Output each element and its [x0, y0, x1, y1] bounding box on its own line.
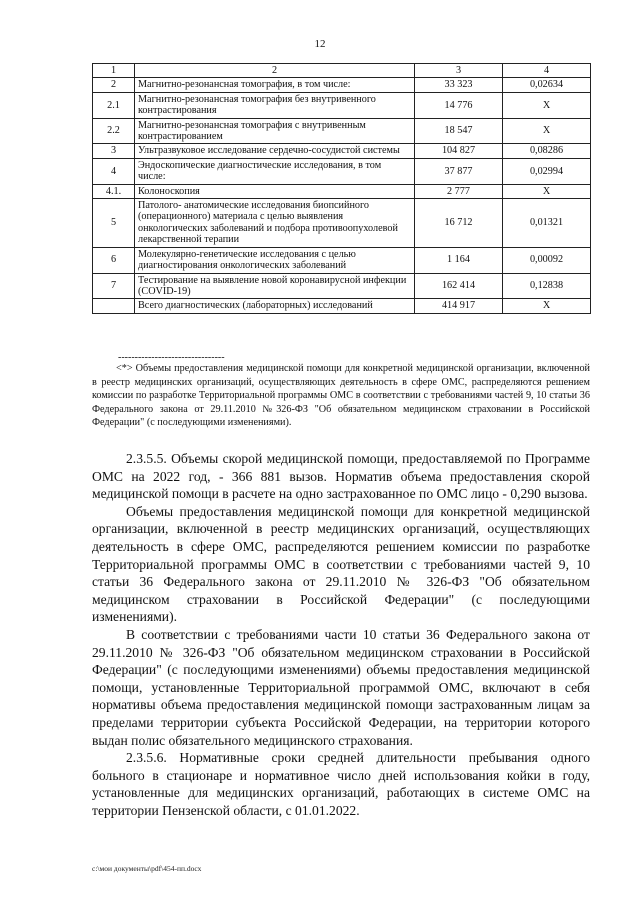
row-norm: 0,02634 [503, 78, 591, 92]
paragraph: 2.3.5.5. Объемы скорой медицинской помощи, предоставляемой по Программе ОМС на 2022 год, - 366 881 вызов. Норматив объема предоставления скорой медицинской помощи в расчете на одно застрахованное по ОМС лицо - 0,290 вызова. [92, 451, 590, 502]
row-label: Всего диагностических (лабораторных) исследований [135, 299, 415, 313]
row-number: 2.2 [93, 118, 135, 144]
table-row [93, 273, 591, 299]
table-row [93, 118, 591, 144]
row-label: Молекулярно-генетические исследования с целью диагностирования онкологических заболеваний [135, 247, 415, 273]
footnote-text: <*> Объемы предоставления медицинской помощи для конкретной медицинской организации, включенной в реестр медицинских организаций, осуществляющих деятельность в сфере ОМС, распределяются решением комиссии по разработке Территориальной программы ОМС в соответствии с требованиями частей 9, 10 статьи 36 Федерального закона от 29.11.2010 №326-ФЗ "Об обязательном медицинском страховании в Российской Федерации" (с последующими изменениями). [92, 363, 590, 429]
table-row [93, 199, 591, 248]
row-number: 3 [93, 144, 135, 158]
table-row [93, 247, 591, 273]
row-volume: 37 877 [415, 158, 503, 184]
row-norm: 0,08286 [503, 144, 591, 158]
row-volume: 1 164 [415, 247, 503, 273]
body-text [92, 450, 590, 819]
header-cell: 4 [503, 64, 591, 78]
row-norm: 0,00092 [503, 247, 591, 273]
paragraph: В соответствии с требованиями части 10 статьи 36 Федерального закона от 29.11.2010 № 326-ФЗ "Об обязательном медицинском страховании в Российской Федерации" (с последующими изменениями) объемы предоставления медицинской помощи, установленные Территориальной программой ОМС, включают в себя нормативы объема предоставления медицинской помощи застрахованным лицам за пределами территории субъекта Российской Федерации, на территории которого выдан полис обязательного медицинского страхования. [92, 626, 590, 748]
table-row [93, 92, 591, 118]
row-number: 5 [93, 199, 135, 248]
row-volume: 104 827 [415, 144, 503, 158]
row-norm: 0,01321 [503, 199, 591, 248]
row-volume: 2 777 [415, 184, 503, 198]
row-volume: 18 547 [415, 118, 503, 144]
row-label: Магнитно-резонансная томография с внутривенным контрастированием [135, 118, 415, 144]
row-label: Магнитно-резонансная томография без внутривенного контрастирования [135, 92, 415, 118]
row-number: 6 [93, 247, 135, 273]
table-row [93, 158, 591, 184]
row-norm: Х [503, 299, 591, 313]
row-volume: 162 414 [415, 273, 503, 299]
table-row [93, 144, 591, 158]
row-volume: 414 917 [415, 299, 503, 313]
paragraph: 2.3.5.6. Нормативные сроки средней длительности пребывания одного больного в стационаре и нормативное число дней использования койки в году, установленные для медицинских организаций, работающих в системе ОМС на территории Пензенской области, с 01.01.2022. [92, 750, 590, 818]
row-number: 7 [93, 273, 135, 299]
row-volume: 14 776 [415, 92, 503, 118]
row-norm: Х [503, 184, 591, 198]
row-label: Эндоскопические диагностические исследования, в том числе: [135, 158, 415, 184]
table-total-row [93, 299, 591, 313]
row-label: Патолого- анатомические исследования биопсийного (операционного) материала с целью выявления онкологических заболеваний и подбора противоопухолевой лекарственной терапии [135, 199, 415, 248]
row-number [93, 299, 135, 313]
row-volume: 33 323 [415, 78, 503, 92]
row-label: Ультразвуковое исследование сердечно-сосудистой системы [135, 144, 415, 158]
table-row [93, 78, 591, 92]
page-number: 12 [314, 38, 326, 50]
row-norm: 0,12838 [503, 273, 591, 299]
header-cell: 1 [93, 64, 135, 78]
row-norm: Х [503, 92, 591, 118]
table-row [93, 184, 591, 198]
row-number: 2.1 [93, 92, 135, 118]
row-volume: 16 712 [415, 199, 503, 248]
footer-file-path: c:\мои документы\pdf\454-пп.docx [92, 864, 202, 873]
row-label: Колоноскопия [135, 184, 415, 198]
row-norm: Х [503, 118, 591, 144]
row-label: Магнитно-резонансная томография, в том числе: [135, 78, 415, 92]
header-cell: 3 [415, 64, 503, 78]
row-number: 2 [93, 78, 135, 92]
footnote [92, 362, 590, 430]
diagnostic-volumes-table [92, 63, 591, 314]
row-number: 4 [93, 158, 135, 184]
table-header-row [93, 64, 591, 78]
paragraph: Объемы предоставления медицинской помощи для конкретной медицинской организации, включенной в реестр медицинских организаций, осуществляющих деятельность в сфере ОМС, распределяются решением комиссии по разработке Территориальной программы ОМС в соответствии с требованиями частей 9, 10 статьи 36 Федерального закона от 29.11.2010 № 326-ФЗ "Об обязательном медицинском страховании в Российской Федерации" (с последующими изменениями). [92, 503, 590, 625]
row-norm: 0,02994 [503, 158, 591, 184]
row-number: 4.1. [93, 184, 135, 198]
row-label: Тестирование на выявление новой коронавирусной инфекции (COVID-19) [135, 273, 415, 299]
header-cell: 2 [135, 64, 415, 78]
footnote-separator: -------------------------------- [118, 352, 225, 363]
